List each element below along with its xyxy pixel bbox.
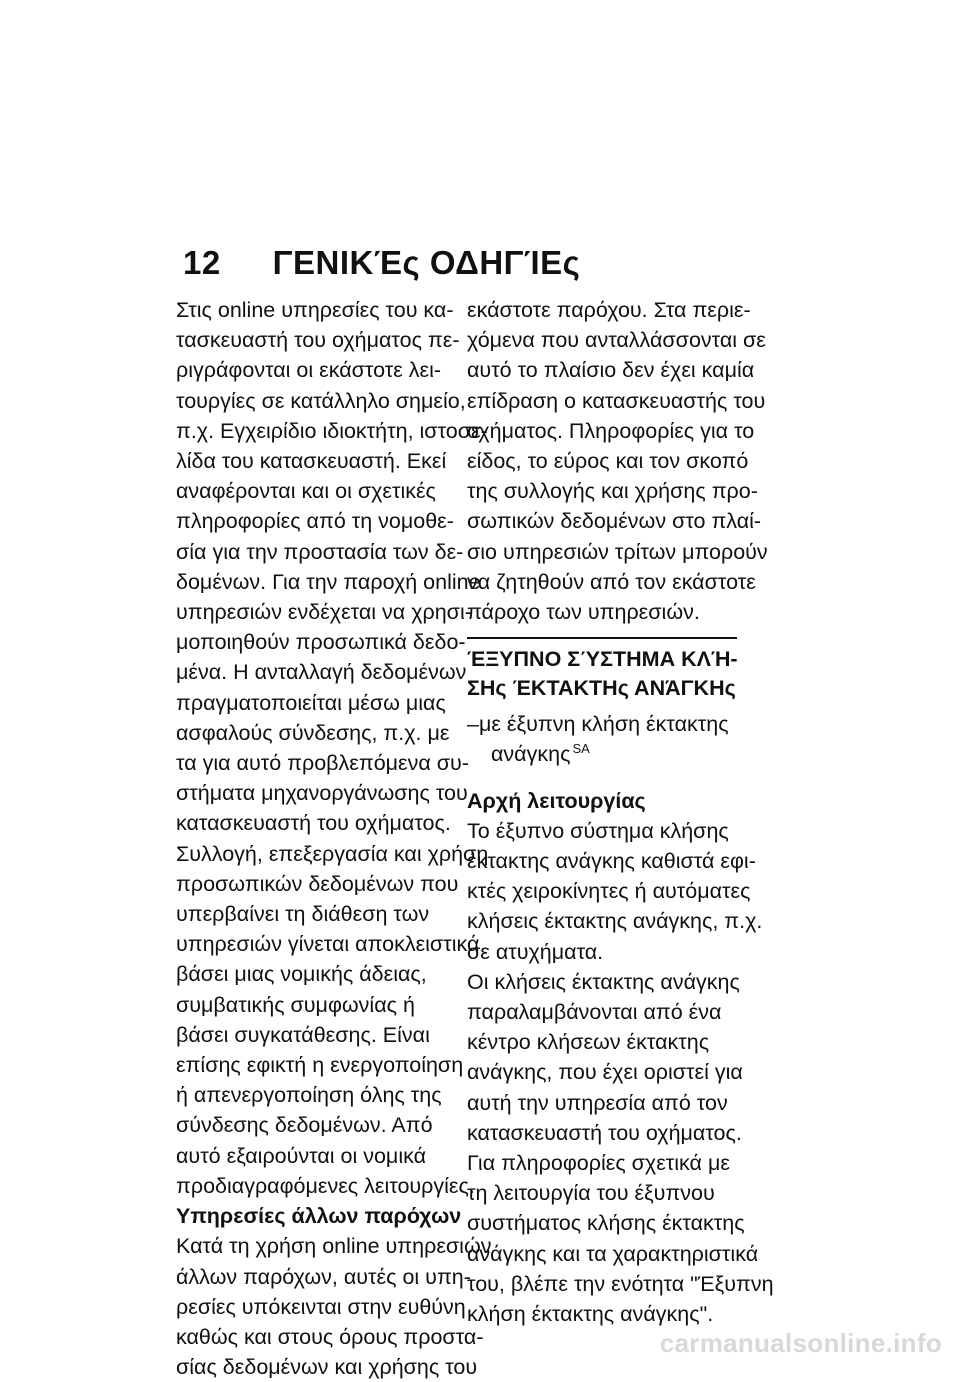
text-line: Για πληροφορίες σχετικά με	[467, 1151, 730, 1176]
text-line: προδιαγραφόμενες λειτουργίες.	[176, 1173, 475, 1198]
text-line: ανάγκης και τα χαρακτηριστικά	[467, 1241, 759, 1266]
text-line: Κατά τη χρήση online υπηρεσιών	[176, 1234, 492, 1259]
text-line: σωπικών δεδομένων στο πλαί-	[467, 509, 762, 534]
text-line: Οι κλήσεις έκτακτης ανάγκης	[467, 969, 740, 994]
text-line: να ζητηθούν από τον εκάστοτε	[467, 569, 756, 594]
text-line: χόμενα που ανταλλάσσονται σε	[467, 328, 766, 353]
sa-item-line	[467, 739, 767, 769]
text-line: παραλαμβάνονται από ένα	[467, 1000, 722, 1025]
text-line: σύνδεσης δεδομένων. Από	[176, 1113, 433, 1138]
subheading-third-party-services: Υπηρεσίες άλλων παρόχων	[176, 1204, 462, 1229]
text-line: κατασκευαστή του οχήματος.	[176, 811, 451, 836]
text-line: π.χ. Εγχειρίδιο ιδιοκτήτη, ιστοσε-	[176, 418, 488, 443]
text-line: έκτακτης ανάγκης καθιστά εφι-	[467, 849, 756, 874]
text-line: σία για την προστασία των δε-	[176, 539, 464, 564]
section-title-emergency-call	[467, 645, 767, 703]
text-line: κλήση έκτακτης ανάγκης".	[467, 1302, 714, 1327]
text-line: στήματα μηχανοργάνωσης του	[176, 781, 468, 806]
right-column	[467, 295, 774, 1329]
text-line: προσωπικών δεδομένων που	[176, 871, 459, 896]
sa-item-text: ανάγκης	[491, 742, 571, 767]
paragraph-third-party-continued	[467, 295, 767, 627]
text-line: επίσης εφικτή η ενεργοποίηση	[176, 1053, 464, 1078]
subheading-operating-principle: Αρχή λειτουργίας	[467, 788, 646, 813]
special-equipment-note	[467, 709, 767, 769]
text-line: υπερβαίνει τη διάθεση των	[176, 902, 430, 927]
text-line: λίδα του κατασκευαστή. Εκεί	[176, 449, 447, 474]
text-line: υπηρεσιών γίνεται αποκλειστικά	[176, 932, 480, 957]
text-line: της συλλογής και χρήσης προ-	[467, 479, 758, 504]
text-line: αυτό εξαιρούνται οι νομικά	[176, 1143, 427, 1168]
text-line: Στις online υπηρεσίες του κα-	[176, 298, 454, 322]
text-line: μένα. Η ανταλλαγή δεδομένων	[176, 660, 467, 685]
text-line: αυτό το πλαίσιο δεν έχει καμία	[467, 358, 755, 383]
text-line: σε ατυχήματα.	[467, 939, 604, 964]
text-line: τα για αυτό προβλεπόμενα συ-	[176, 751, 469, 776]
text-line: ασφαλούς σύνδεσης, π.χ. με	[176, 720, 450, 745]
sa-superscript: SA	[572, 741, 590, 757]
text-line: πραγματοποιείται μέσω μιας	[176, 690, 446, 715]
text-line: είδος, το εύρος και τον σκοπό	[467, 449, 749, 474]
text-line: αυτή την υπηρεσία από τον	[467, 1090, 728, 1115]
text-line: συστήματος κλήσης έκτακτης	[467, 1211, 745, 1236]
page-number: 12	[183, 244, 221, 281]
paragraph-online-services	[176, 295, 489, 1201]
text-line: τασκευαστή του οχήματος πε-	[176, 328, 460, 353]
text-line: σίας δεδομένων και χρήσης του	[176, 1355, 478, 1380]
text-line: κατασκευαστή του οχήματος.	[467, 1120, 742, 1145]
text-line: συμβατικής συμφωνίας ή	[176, 992, 415, 1017]
watermark: carmanualsonline.info	[659, 1328, 942, 1358]
text-line: σιο υπηρεσιών τρίτων μπορούν	[467, 539, 768, 564]
text-line: ριγράφονται οι εκάστοτε λει-	[176, 358, 442, 383]
text-line: ανάγκης, που έχει οριστεί για	[467, 1060, 743, 1085]
text-line: βάσει μιας νομικής άδειας,	[176, 962, 427, 987]
text-line: καθώς και στους όρους προστα-	[176, 1324, 484, 1349]
text-line: τη λειτουργία του έξυπνου	[467, 1181, 715, 1206]
text-line: δομένων. Για την παροχή online	[176, 569, 481, 594]
text-line: επίδραση ο κατασκευαστής του	[467, 388, 766, 413]
text-line: βάσει συγκατάθεσης. Είναι	[176, 1022, 430, 1047]
text-line: υπηρεσιών ενδέχεται να χρησι-	[176, 600, 472, 625]
text-line: Συλλογή, επεξεργασία και χρήση	[176, 841, 489, 866]
sa-item-line: –με έξυπνη κλήση έκτακτης	[467, 712, 729, 737]
text-line: ρεσίες υπόκεινται στην ευθύνη	[176, 1294, 466, 1319]
text-line: μοποιηθούν προσωπικά δεδο-	[176, 630, 466, 655]
page-header	[183, 244, 580, 282]
text-line: αναφέρονται και οι σχετικές	[176, 479, 436, 504]
text-line: οχήματος. Πληροφορίες για το	[467, 418, 755, 443]
text-line: πληροφορίες από τη νομοθε-	[176, 509, 454, 534]
text-line: τουργίες σε κατάλληλο σημείο,	[176, 388, 466, 413]
text-line: Το έξυπνο σύστημα κλήσης	[467, 818, 729, 843]
text-line: κτές χειροκίνητες ή αυτόματες	[467, 879, 751, 904]
chapter-title: ΓΕΝΙΚΈς ΟΔΗΓΊΕς	[272, 244, 581, 281]
left-column	[176, 295, 492, 1382]
paragraph-operating-principle	[467, 816, 774, 1329]
text-line: εκάστοτε παρόχου. Στα περιε-	[467, 298, 751, 322]
paragraph-third-party	[176, 1231, 492, 1382]
section-title-line: ΣΗς ΈΚΤΑΚΤΗς ΑΝΆΓΚΗς	[467, 676, 736, 701]
text-line: του, βλέπε την ενότητα "Έξυπνη	[467, 1271, 774, 1296]
section-divider	[467, 637, 737, 639]
text-line: κέντρο κλήσεων έκτακτης	[467, 1030, 710, 1055]
section-title-line: ΈΞΥΠΝΟ ΣΎΣΤΗΜΑ ΚΛΉ-	[467, 647, 738, 672]
text-line: άλλων παρόχων, αυτές οι υπη-	[176, 1264, 471, 1289]
text-line: κλήσεις έκτακτης ανάγκης, π.χ.	[467, 909, 763, 934]
text-line: ή απενεργοποίηση όλης της	[176, 1083, 442, 1108]
text-line: πάροχο των υπηρεσιών.	[467, 600, 700, 625]
